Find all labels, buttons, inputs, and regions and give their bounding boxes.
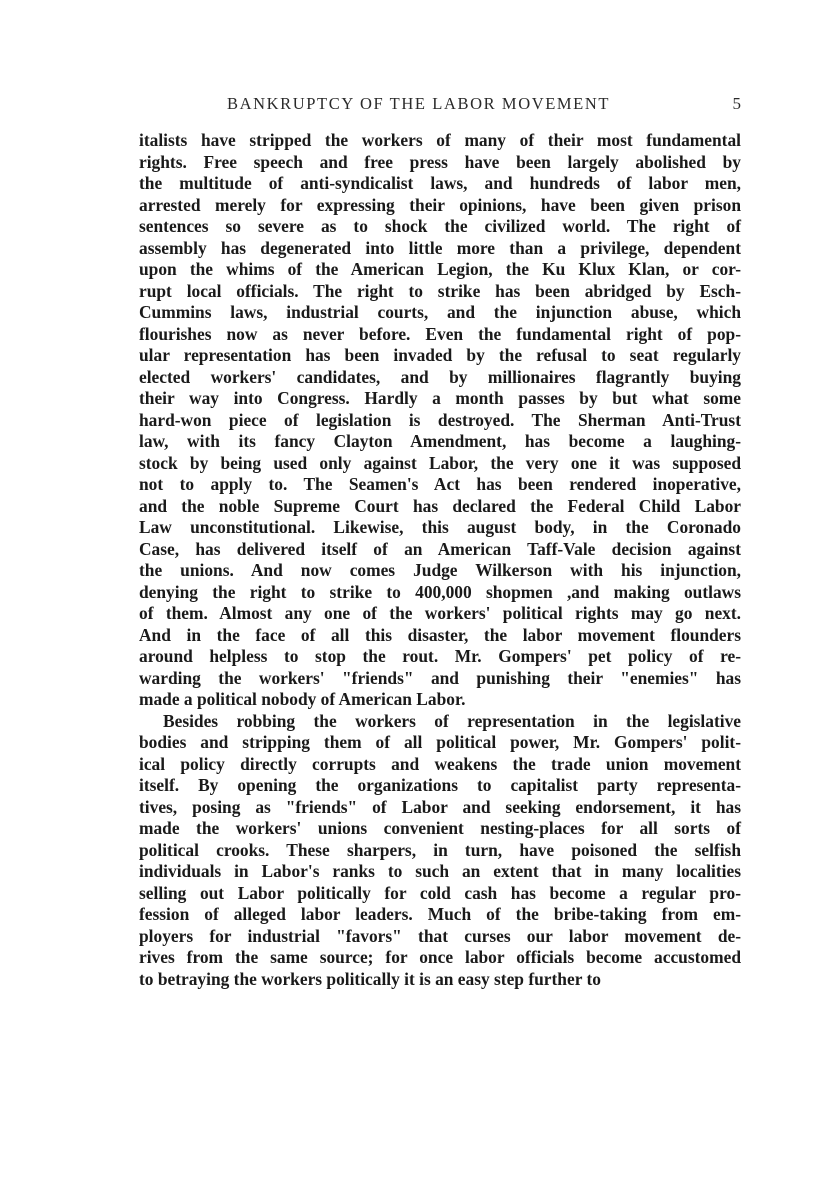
text-line: their way into Congress. Hardly a month passes by but what some (139, 388, 741, 408)
text-line: italists have stripped the workers of many of their most fundamental (139, 130, 741, 150)
text-line: tives, posing as "friends" of Labor and seeking endorsement, it has (139, 796, 741, 817)
text-line: warding the workers' "friends" and punishing their "enemies" has (139, 667, 741, 688)
text-line: made the workers' unions convenient nesting-places for all sorts of (139, 818, 741, 838)
text-line: upon the whims of the American Legion, the Ku Klux Klan, or cor- (139, 259, 741, 279)
text-line: bodies and stripping them of all political power, Mr. Gompers' polit- (139, 732, 741, 752)
text-line: political crooks. These sharpers, in turn, have poisoned the selfish (139, 839, 741, 860)
text-line: arrested merely for expressing their opinions, have been given prison (139, 194, 741, 215)
text-line: Cummins laws, industrial courts, and the injunction abuse, which (139, 302, 741, 322)
text-line: made a political nobody of American Labor. (139, 689, 466, 709)
text-line: of them. Almost any one of the workers' political rights may go next. (139, 603, 741, 623)
text-line: flourishes now as never before. Even the fundamental right of pop- (139, 323, 741, 344)
text-line: rupt local officials. The right to strike has been abridged by Esch- (139, 280, 741, 301)
running-title: BANKRUPTCY OF THE LABOR MOVEMENT (227, 94, 611, 113)
text-line: ical policy directly corrupts and weakens the trade union movement (139, 753, 741, 774)
text-line: denying the right to strike to 400,000 shopmen ,and making outlaws (139, 581, 741, 602)
text-line: ular representation has been invaded by the refusal to seat regularly (139, 345, 741, 365)
text-line: selling out Labor politically for cold cash has become a regular pro- (139, 882, 741, 903)
text-line: hard-won piece of legislation is destroyed. The Sherman Anti-Trust (139, 409, 741, 430)
text-line: ployers for industrial "favors" that curses our labor movement de- (139, 925, 741, 946)
text-line: around helpless to stop the rout. Mr. Gompers' pet policy of re- (139, 646, 741, 666)
text-line: the unions. And now comes Judge Wilkerson with his injunction, (139, 560, 741, 580)
text-line: elected workers' candidates, and by millionaires flagrantly buying (139, 366, 741, 387)
text-line: to betraying the workers politically it is an easy step further to (139, 968, 601, 989)
text-line: not to apply to. The Seamen's Act has been rendered inoperative, (139, 474, 741, 494)
text-line: Law unconstitutional. Likewise, this august body, in the Coronado (139, 517, 741, 537)
text-line: rights. Free speech and free press have been largely abolished by (139, 151, 741, 172)
paragraph (139, 130, 741, 711)
text-line: and the noble Supreme Court has declared the Federal Child Labor (139, 495, 741, 516)
text-line: the multitude of anti-syndicalist laws, and hundreds of labor men, (139, 173, 741, 193)
page-header (139, 94, 741, 116)
text-line: stock by being used only against Labor, the very one it was supposed (139, 452, 741, 473)
text-line: law, with its fancy Clayton Amendment, has become a laughing- (139, 431, 741, 451)
text-line: itself. By opening the organizations to capitalist party representa- (139, 775, 741, 795)
page-number: 5 (732, 94, 741, 113)
text-line: And in the face of all this disaster, the labor movement flounders (139, 624, 741, 645)
text-line: fession of alleged labor leaders. Much of the bribe-taking from em- (139, 904, 741, 924)
paragraph (139, 711, 741, 991)
body-text (139, 130, 741, 990)
text-line: assembly has degenerated into little more than a privilege, dependent (139, 237, 741, 258)
text-line: individuals in Labor's ranks to such an extent that in many localities (139, 861, 741, 881)
text-line: sentences so severe as to shock the civilized world. The right of (139, 216, 741, 236)
text-line: Case, has delivered itself of an American Taff-Vale decision against (139, 538, 741, 559)
text-line: rives from the same source; for once labor officials become accustomed (139, 947, 741, 967)
text-line: Besides robbing the workers of representation in the legislative (163, 710, 741, 731)
